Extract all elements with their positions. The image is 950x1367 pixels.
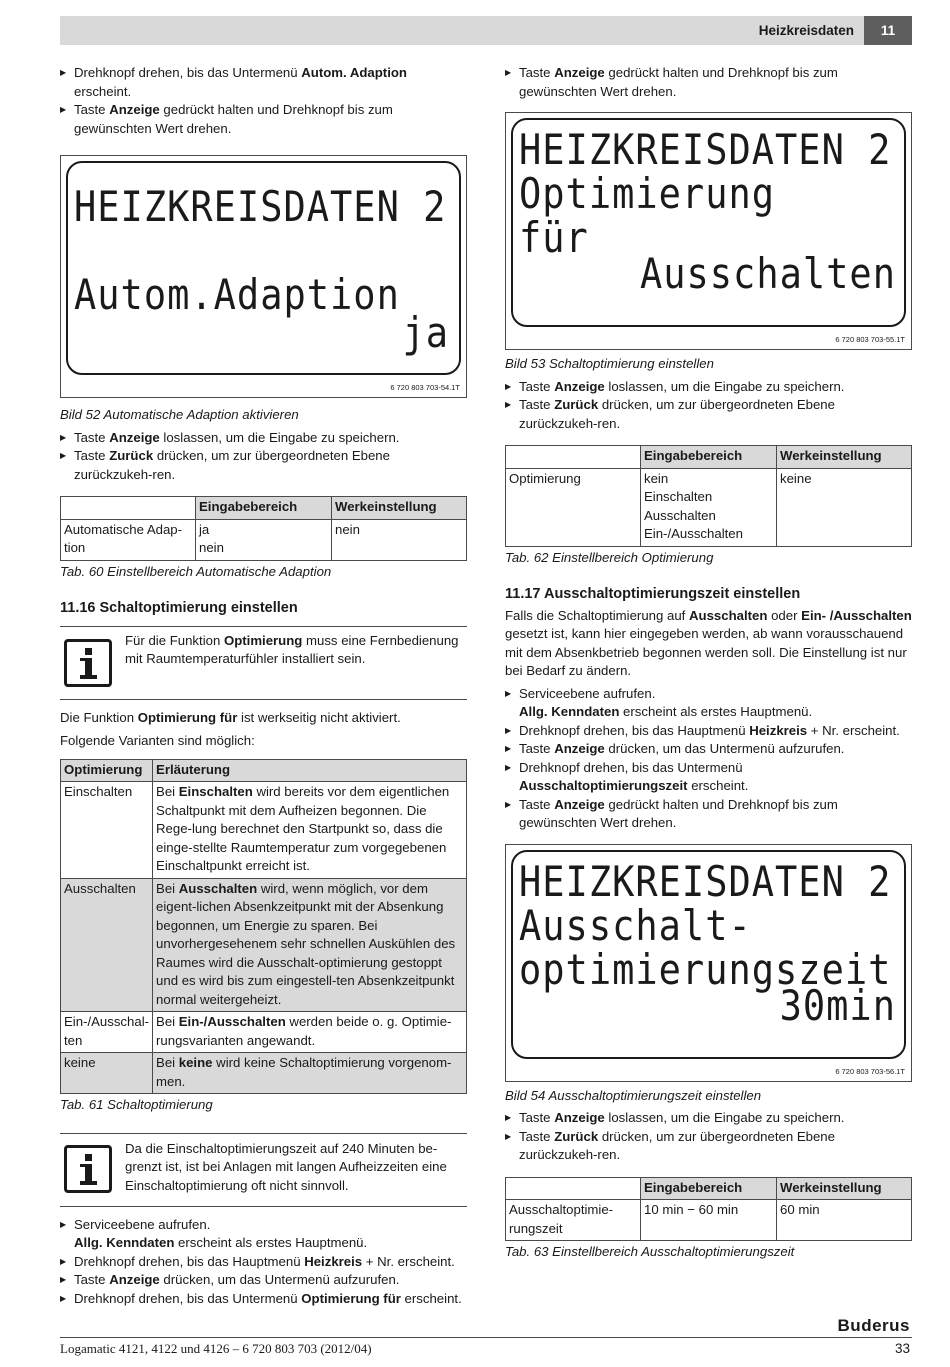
lcd-line: Ausschalten: [639, 249, 896, 298]
step-item: ▶ Drehknopf drehen, bis das Untermenü Ausschaltoptimierungszeit erscheint.: [505, 759, 912, 796]
figure-52: [60, 155, 467, 398]
table-61: [60, 759, 467, 1095]
lcd-line: optimierungszeit: [519, 945, 892, 994]
paragraph: Die Funktion Optimierung für ist werkseitig nicht aktiviert.: [60, 709, 401, 725]
left-column: [60, 64, 467, 1308]
step-item: ▶ Taste Anzeige gedrückt halten und Drehknopf bis zum gewünschten Wert drehen.: [60, 101, 467, 138]
table-cell: Ein-/Ausschal-ten: [61, 1012, 153, 1053]
section-heading: 11.17 Ausschaltoptimierungszeit einstellen: [505, 586, 801, 602]
lcd-line: HEIZKREISDATEN 2: [519, 857, 892, 906]
table-cell: Bei keine wird keine Schaltoptimierung vorgenom-men.: [153, 1053, 467, 1094]
table-row: [61, 878, 467, 1012]
table-cell: Optimierung: [506, 468, 641, 546]
step-item: ▶ Drehknopf drehen, bis das Untermenü Autom. Adaption erscheint.: [60, 64, 467, 101]
table-63: [505, 1177, 912, 1242]
table-cell: Bei Ausschalten wird, wenn möglich, vor dem eigent-lichen Absenkzeitpunkt mit der Absenkung begonnen, um Energie zu sparen. Bei unvorhergesehenem sehr schnellen Auskühlen des Raumes wird die Ausschalt-optimierung gestoppt und es wird bis zum eingestell-ten Absenkzeitpunkt normal weitergeheizt.: [153, 878, 467, 1012]
table-header: Optimierung: [61, 759, 153, 782]
lcd-line: Autom.Adaption: [74, 270, 400, 319]
table-caption: Tab. 60 Einstellbereich Automatische Adaption: [60, 563, 332, 579]
right-column: [505, 64, 912, 1262]
table-cell: ja nein: [196, 519, 332, 560]
step-item: ▶ Taste Zurück drücken, um zur übergeordneten Ebene zurückzukeh-ren.: [60, 447, 467, 484]
table-header: [61, 497, 196, 520]
table-row: [506, 468, 912, 546]
note-text: Da die Einschaltoptimierungszeit auf 240 Minuten be-grenzt ist, ist bei Anlagen mit langen Aufheizzeiten eine Einschaltoptimierung oft nicht sinnvoll.: [125, 1140, 447, 1193]
figure-code: 6 720 803 703-54.1T: [390, 383, 460, 392]
table-caption: Tab. 62 Einstellbereich Optimierung: [505, 549, 714, 565]
figure-code: 6 720 803 703-55.1T: [835, 335, 905, 344]
chapter-number: 11: [864, 16, 912, 45]
table-62: [505, 445, 912, 547]
info-icon: [64, 639, 112, 687]
step-item: ▶ Taste Anzeige gedrückt halten und Drehknopf bis zum gewünschten Wert drehen.: [505, 64, 912, 101]
header-title: Heizkreisdaten: [758, 23, 854, 38]
note-text: Für die Funktion Optimierung muss eine Fernbedienung mit Raumtemperaturfühler installiert sein.: [125, 632, 459, 666]
figure-caption: Bild 54 Ausschaltoptimierungszeit einstellen: [505, 1087, 762, 1103]
footer-document-id: Logamatic 4121, 4122 und 4126 – 6 720 803 703 (2012/04): [60, 1341, 372, 1356]
lcd-line: Optimierung: [519, 169, 776, 218]
table-header: Werkeinstellung: [777, 1177, 912, 1200]
page-number: 33: [894, 1341, 910, 1356]
figure-53: [505, 112, 912, 350]
table-cell: 60 min: [777, 1200, 912, 1241]
figure-code: 6 720 803 703-56.1T: [835, 1066, 905, 1076]
table-cell: Ausschalten: [61, 878, 153, 1012]
table-cell: Automatische Adap-tion: [61, 519, 196, 560]
table-cell: 10 min − 60 min: [641, 1200, 777, 1241]
lcd-line: ja: [402, 308, 449, 357]
figure-54: [505, 844, 912, 1082]
paragraph: Folgende Varianten sind möglich:: [60, 733, 255, 748]
step-item: ▶ Taste Anzeige drücken, um das Untermenü aufzurufen.: [505, 740, 912, 759]
table-cell: Einschalten: [61, 782, 153, 879]
table-60: [60, 496, 467, 561]
step-item: ▶ Taste Anzeige loslassen, um die Eingabe zu speichern.: [60, 429, 467, 448]
table-row: [61, 782, 467, 879]
lcd-line: HEIZKREISDATEN 2: [519, 125, 892, 174]
table-header: [506, 1177, 641, 1200]
table-cell: Bei Ein-/Ausschalten werden beide o. g. Optimie-rungsvarianten angewandt.: [153, 1012, 467, 1053]
table-header: [506, 446, 641, 469]
step-item: ▶ Drehknopf drehen, bis das Untermenü Optimierung für erscheint.: [60, 1290, 467, 1309]
table-row: [506, 1200, 912, 1241]
step-item: ▶ Taste Anzeige gedrückt halten und Drehknopf bis zum gewünschten Wert drehen.: [505, 796, 912, 833]
step-item: ▶ Taste Anzeige loslassen, um die Eingabe zu speichern.: [505, 378, 912, 397]
section-heading: 11.16 Schaltoptimierung einstellen: [60, 600, 298, 616]
table-cell: kein Einschalten Ausschalten Ein-/Ausschalten: [641, 468, 777, 546]
lcd-display: [511, 850, 906, 1059]
step-item: ▶ Taste Anzeige loslassen, um die Eingabe zu speichern.: [505, 1109, 912, 1128]
lcd-line: Ausschalt-: [519, 901, 752, 950]
table-caption: Tab. 63 Einstellbereich Ausschaltoptimierungszeit: [505, 1244, 795, 1259]
lcd-line: HEIZKREISDATEN 2: [74, 182, 447, 231]
table-cell: keine: [777, 468, 912, 546]
table-header: Eingabebereich: [196, 497, 332, 520]
table-cell: nein: [332, 519, 467, 560]
lcd-display: [511, 118, 906, 327]
step-item: ▶ Taste Zurück drücken, um zur übergeordneten Ebene zurückzukeh-ren.: [505, 1128, 912, 1165]
step-item: ▶ Drehknopf drehen, bis das Hauptmenü Heizkreis + Nr. erscheint.: [505, 722, 912, 741]
step-subtext: Allg. Kenndaten erscheint als erstes Hauptmenü.: [519, 704, 813, 719]
table-header: Werkeinstellung: [332, 497, 467, 520]
figure-caption: Bild 52 Automatische Adaption aktivieren: [60, 407, 299, 422]
page-header: [60, 16, 912, 45]
footer-divider: [60, 1337, 912, 1338]
step-item: ▶ Taste Zurück drücken, um zur übergeordneten Ebene zurückzukeh-ren.: [505, 396, 912, 433]
lcd-line: für: [519, 213, 589, 262]
table-header: Eingabebereich: [641, 1177, 777, 1200]
table-caption: Tab. 61 Schaltoptimierung: [60, 1097, 213, 1112]
table-cell: Ausschaltoptimie-rungszeit: [506, 1200, 641, 1241]
step-item: ▶ Serviceebene aufrufen.: [505, 685, 912, 704]
table-row: [61, 1053, 467, 1094]
step-item: ▶ Drehknopf drehen, bis das Hauptmenü Heizkreis + Nr. erscheint.: [60, 1253, 467, 1272]
paragraph: Falls die Schaltoptimierung auf Ausschalten oder Ein- /Ausschalten gesetzt ist, kann hier eingegeben werden, ab wann vorausschauend mit dem Absenkbetrieb begonnen werden soll. Die Einstellung ist nur bei Bedarf zu ändern.: [505, 607, 912, 678]
info-note: [60, 1133, 467, 1207]
lcd-line: 30min: [779, 981, 896, 1030]
table-row: [61, 519, 467, 560]
info-icon: [64, 1145, 112, 1193]
step-item: ▶ Serviceebene aufrufen.: [60, 1216, 467, 1235]
table-header: Werkeinstellung: [777, 446, 912, 469]
table-cell: keine: [61, 1053, 153, 1094]
table-row: [61, 1012, 467, 1053]
figure-caption: Bild 53 Schaltoptimierung einstellen: [505, 356, 714, 371]
info-note: [60, 626, 467, 700]
table-header: Erläuterung: [153, 759, 467, 782]
lcd-display: [66, 161, 461, 375]
table-cell: Bei Einschalten wird bereits vor dem eigentlichen Schaltpunkt mit dem Aufheizen begonnen. Die Rege-lung berechnet den Startpunkt so, dass die einge-stellte Raumtemperatur zum vorgegebenen Einschaltpunkt erreicht ist.: [153, 782, 467, 879]
table-header: Eingabebereich: [641, 446, 777, 469]
step-item: ▶ Taste Anzeige drücken, um das Untermenü aufzurufen.: [60, 1271, 467, 1290]
step-subtext: Allg. Kenndaten erscheint als erstes Hauptmenü.: [74, 1235, 368, 1250]
brand-logo: Buderus: [837, 1316, 910, 1335]
